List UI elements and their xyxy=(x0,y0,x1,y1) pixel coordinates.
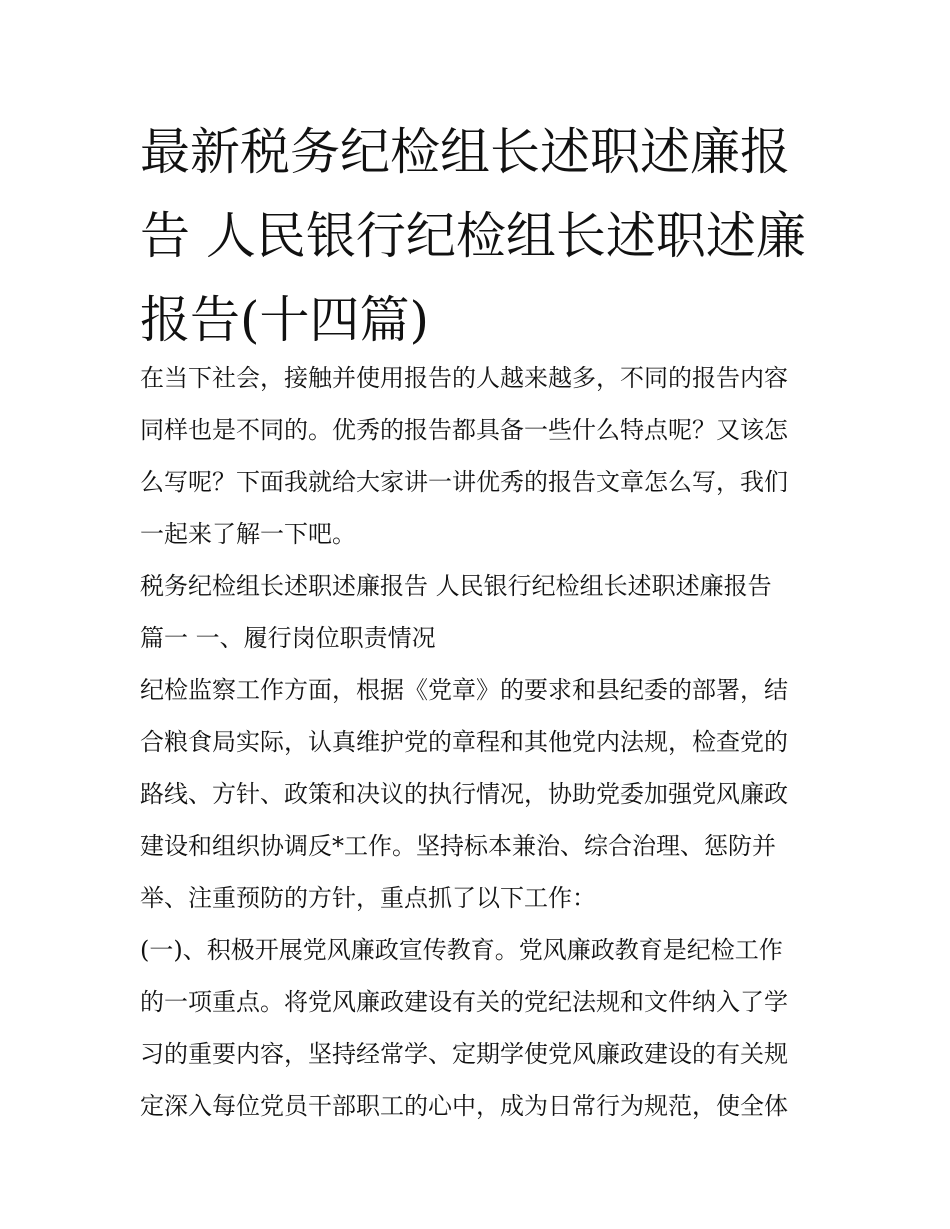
paragraph-line: 同样也是不同的。优秀的报告都具备一些什么特点呢？又该怎 xyxy=(140,416,788,444)
paragraph-line: 举、注重预防的方针，重点抓了以下工作： xyxy=(140,884,596,912)
paragraph-line: 路线、方针、政策和决议的执行情况，协助党委加强党风廉政 xyxy=(140,780,788,808)
paragraph-line: 么写呢？下面我就给大家讲一讲优秀的报告文章怎么写，我们 xyxy=(140,468,788,496)
section-heading-line: 税务纪检组长述职述廉报告 人民银行纪检组长述职述廉报告 xyxy=(140,572,772,600)
paragraph-line: 习的重要内容，坚持经常学、定期学使党风廉政建设的有关规 xyxy=(140,1040,788,1068)
paragraph-line: 合粮食局实际，认真维护党的章程和其他党内法规，检查党的 xyxy=(140,728,788,756)
title-line: 最新税务纪检组长述职述廉报 xyxy=(140,123,790,181)
paragraph-line: 在当下社会，接触并使用报告的人越来越多，不同的报告内容 xyxy=(140,364,788,392)
paragraph-line: 的一项重点。将党风廉政建设有关的党纪法规和文件纳入了学 xyxy=(140,988,788,1016)
paragraph-line: (一)、积极开展党风廉政宣传教育。党风廉政教育是纪检工作 xyxy=(140,936,783,964)
document-title xyxy=(140,110,830,362)
paragraph-line: 一起来了解一下吧。 xyxy=(140,520,356,548)
title-line: 告 人民银行纪检组长述职述廉 xyxy=(140,207,806,265)
title-line: 报告(十四篇) xyxy=(140,291,430,349)
paragraph-line: 纪检监察工作方面，根据《党章》的要求和县纪委的部署，结 xyxy=(140,676,788,704)
paragraph-line: 建设和组织协调反*工作。坚持标本兼治、综合治理、惩防并 xyxy=(140,832,776,860)
document-body xyxy=(140,352,820,1132)
paragraph-line: 定深入每位党员干部职工的心中，成为日常行为规范，使全体 xyxy=(140,1092,788,1120)
section-heading-line: 篇一 一、履行岗位职责情况 xyxy=(140,624,436,652)
